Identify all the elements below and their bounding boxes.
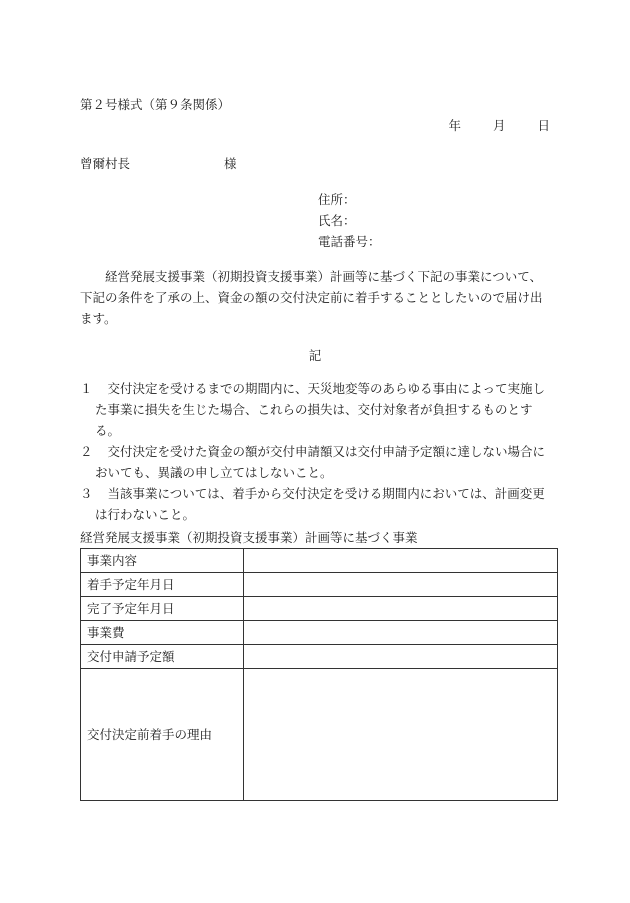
date-month-label: 月 xyxy=(492,118,506,133)
row-value[interactable] xyxy=(244,573,558,597)
table-row xyxy=(81,549,558,573)
condition-item xyxy=(80,378,550,441)
row-value[interactable] xyxy=(244,621,558,645)
condition-item xyxy=(80,441,550,483)
honorific: 様 xyxy=(224,156,237,171)
row-value[interactable] xyxy=(244,549,558,573)
condition-text: 交付決定を受けた資金の額が交付申請額又は交付申請予定額に達しない場合においても、異議の申し立てはしないこと。 xyxy=(95,444,546,480)
date-line xyxy=(448,117,550,135)
recipient-name: 曾爾村長 xyxy=(80,156,131,171)
condition-item xyxy=(80,483,550,525)
row-label: 事業費 xyxy=(81,621,244,645)
row-label: 着手予定年月日 xyxy=(81,573,244,597)
table-row xyxy=(81,645,558,669)
ki-heading xyxy=(0,347,630,365)
condition-text: 交付決定を受けるまでの期間内に、天災地変等のあらゆる事由によって実施した事業に損失を生じた場合、これらの損失は、交付対象者が負担するものとする。 xyxy=(95,381,546,438)
table-row xyxy=(81,573,558,597)
table-caption: 経営発展支援事業（初期投資支援事業）計画等に基づく事業 xyxy=(80,530,418,545)
row-value[interactable] xyxy=(244,669,558,801)
table-row xyxy=(81,621,558,645)
date-day-label: 日 xyxy=(537,118,550,133)
row-label: 交付決定前着手の理由 xyxy=(81,669,244,801)
intro-paragraph: 経営発展支援事業（初期投資支援事業）計画等に基づく下記の事業について、下記の条件を了承の上、資金の額の交付決定前に着手することとしたいので届け出ます。 xyxy=(80,269,543,326)
row-value[interactable] xyxy=(244,645,558,669)
name-label: 氏名： xyxy=(318,213,356,228)
conditions-list xyxy=(80,378,550,525)
date-year-label: 年 xyxy=(448,118,461,133)
address-label: 住所： xyxy=(318,192,356,207)
table-row xyxy=(81,597,558,621)
row-value[interactable] xyxy=(244,597,558,621)
phone-label: 電話番号： xyxy=(318,234,381,249)
row-label: 事業内容 xyxy=(81,549,244,573)
addressee xyxy=(80,155,237,173)
project-table xyxy=(80,548,558,801)
condition-number: ２ xyxy=(80,444,93,459)
condition-number: ３ xyxy=(80,486,93,501)
row-label: 完了予定年月日 xyxy=(81,597,244,621)
ki-text: 記 xyxy=(308,348,322,363)
form-number: 第２号様式（第９条関係） xyxy=(80,97,231,112)
row-label: 交付申請予定額 xyxy=(81,645,244,669)
condition-number: １ xyxy=(80,381,93,396)
table-row xyxy=(81,669,558,801)
condition-text: 当該事業については、着手から交付決定を受ける期間内においては、計画変更は行わないこと。 xyxy=(95,486,545,522)
